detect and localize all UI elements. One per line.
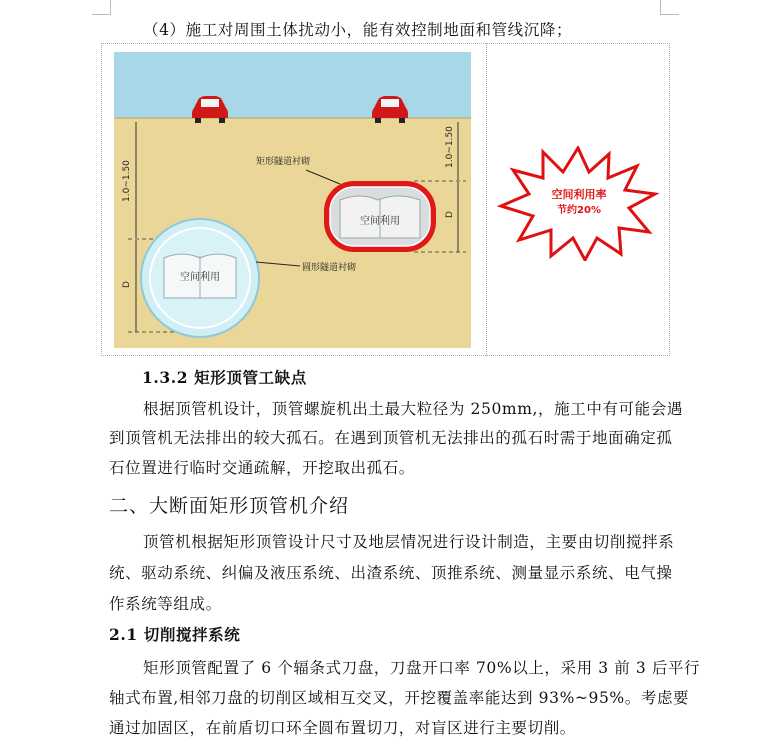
- paragraph-line: 到顶管机无法排出的较大孤石。在遇到顶管机无法排出的孤石时需于地面确定孤: [109, 429, 673, 447]
- paragraph-line: 石位置进行临时交通疏解，开挖取出孤石。: [109, 459, 415, 477]
- paragraph-line: 通过加固区，在前盾切口环全圆布置切刀，对盲区进行主要切削。: [109, 719, 576, 737]
- page-corner-mark-right: [660, 0, 679, 15]
- dim-circ-cover: 1.0~1.50: [122, 160, 132, 202]
- heading-section-2: 二、大断面矩形顶管机介绍: [109, 495, 350, 517]
- paragraph-line: 轴式布置,相邻刀盘的切削区域相互交叉，开挖覆盖率能达到 93%~95%。考虑要: [109, 689, 690, 707]
- label-space-use-circ: 空间利用: [180, 272, 220, 283]
- heading-1-3-2: 1.3.2 矩形顶管工缺点: [142, 368, 307, 387]
- sky-area: [114, 52, 471, 118]
- paragraph-line: 矩形顶管配置了 6 个辐条式刀盘，刀盘开口率 70%以上，采用 3 前 3 后平行: [143, 659, 701, 677]
- label-circ-lining: 圆形隧道衬砌: [302, 263, 357, 273]
- paragraph-line: 顶管机根据矩形顶管设计尺寸及地层情况进行设计制造，主要由切削搅拌系: [143, 533, 675, 551]
- paragraph-line: 根据顶管机设计，顶管螺旋机出土最大粒径为 250mm,，施工中有可能会遇: [143, 400, 683, 418]
- dim-rect-d: D: [445, 211, 455, 218]
- tunnel-comparison-diagram: [114, 52, 471, 348]
- star-line-1: 空间利用率: [551, 188, 607, 201]
- paragraph-line: 作系统等组成。: [109, 595, 222, 613]
- heading-2-1: 2.1 切削搅拌系统: [109, 625, 241, 644]
- dim-rect-cover: 1.0~1.50: [445, 126, 455, 168]
- label-rect-lining: 矩形隧道衬砌: [256, 157, 311, 167]
- paragraph-line: 统、驱动系统、纠偏及液压系统、出渣系统、顶推系统、测量显示系统、电气操: [109, 564, 673, 582]
- dim-circ-d: D: [122, 281, 132, 288]
- page-corner-mark-left: [92, 0, 111, 15]
- star-line-2: 节约20%: [557, 205, 601, 216]
- list-item-4: （4）施工对周围土体扰动小，能有效控制地面和管线沉降；: [143, 21, 573, 39]
- starburst-shape: [501, 148, 655, 260]
- space-saving-starburst: [497, 146, 659, 261]
- figure-table-divider: [486, 43, 487, 356]
- label-space-use-rect: 空间利用: [360, 216, 400, 227]
